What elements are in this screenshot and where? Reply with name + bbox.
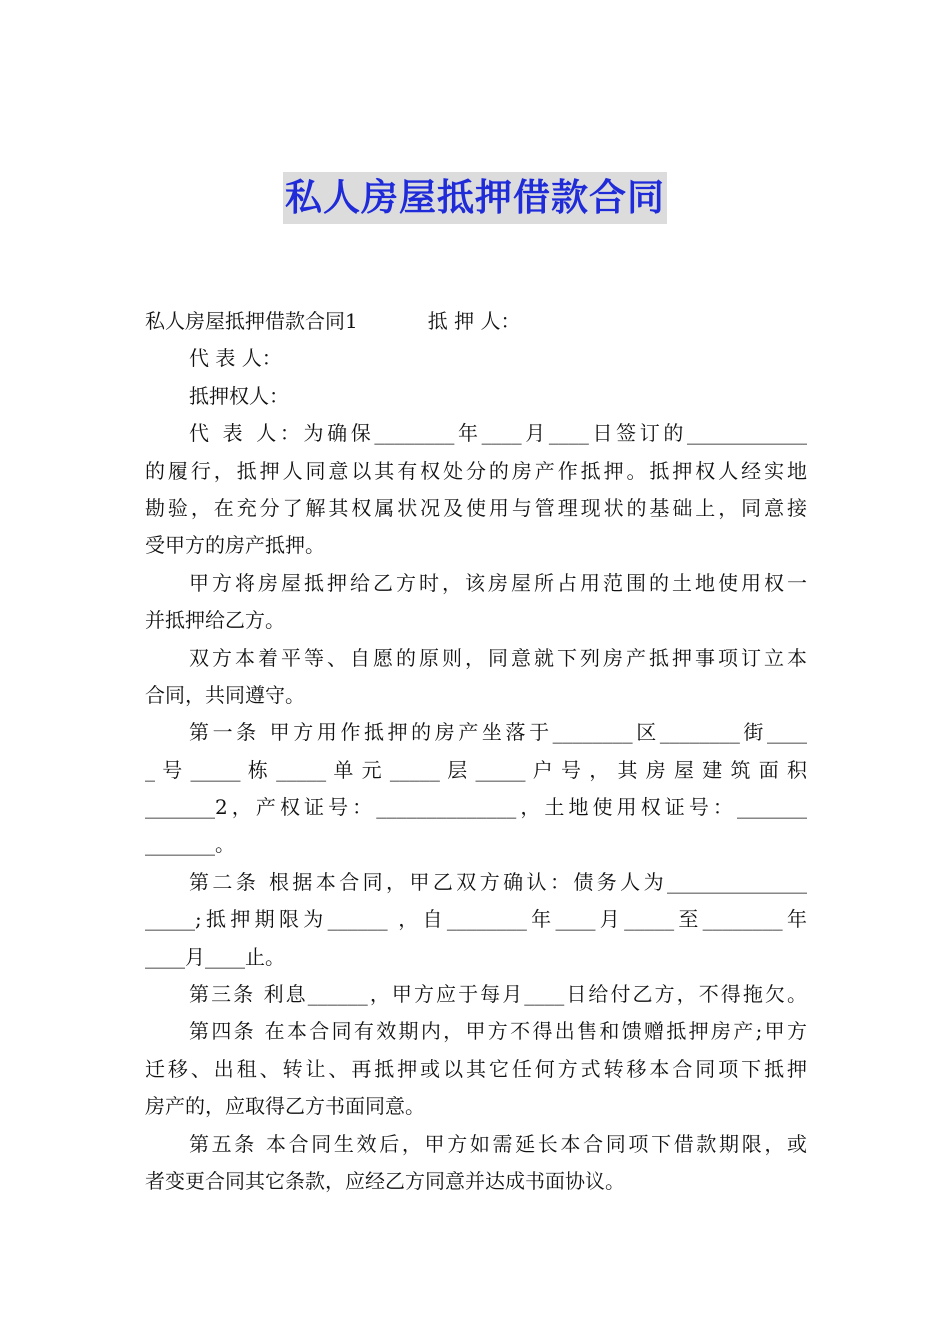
line-text: 迁移、出租、转让、再抵押或以其它任何方式转移本合同项下抵押 — [145, 1056, 807, 1081]
line-text: 抵 押 人： — [427, 309, 521, 333]
line-text: _______2，产权证号：______________，土地使用权证号：_______ — [145, 795, 807, 820]
paragraph-line — [145, 677, 807, 714]
contract-body — [145, 303, 807, 1200]
paragraph-line — [145, 939, 807, 976]
paragraph-line — [145, 1051, 807, 1088]
line-text: 第三条 利息______，甲方应于每月____日给付乙方，不得拖欠。 — [189, 982, 807, 1007]
line-text: _______。 — [145, 832, 235, 857]
line-text: 第五条 本合同生效后，甲方如需延长本合同项下借款期限，或 — [189, 1131, 807, 1156]
line-text: 合同，共同遵守。 — [145, 682, 305, 707]
line-text: 并抵押给乙方。 — [145, 608, 285, 633]
line-text: 第一条 甲方用作抵押的房产坐落于________区________街____ — [189, 720, 807, 745]
paragraph-line — [145, 1126, 807, 1163]
line-text: 受甲方的房产抵押。 — [145, 533, 325, 558]
document-title: 私人房屋抵押借款合同 — [283, 172, 667, 224]
line-text: 私人房屋抵押借款合同1 — [145, 309, 358, 333]
line-text: 第二条 根据本合同，甲乙双方确认：债务人为______________ — [189, 869, 807, 894]
paragraph-line — [145, 1163, 807, 1200]
line-text: 代 表 人： — [189, 346, 282, 371]
paragraph-line — [145, 378, 807, 415]
paragraph-line — [145, 490, 807, 527]
line-text: 第四条 在本合同有效期内，甲方不得出售和馈赠抵押房产;甲方 — [189, 1019, 807, 1044]
line-text: 勘验，在充分了解其权属状况及使用与管理现状的基础上，同意接 — [145, 495, 807, 520]
paragraph-line — [145, 340, 807, 377]
line-text: _ 号 _____ 栋 _____ 单 元 _____ 层 _____ 户 号 ， 其 房 屋 建 筑 面 积 — [145, 757, 807, 782]
line-text: 的履行，抵押人同意以其有权处分的房产作抵押。抵押权人经实地 — [145, 458, 807, 483]
line-text: 房产的，应取得乙方书面同意。 — [145, 1094, 425, 1119]
paragraph-line — [145, 303, 807, 340]
line-text: 代 表 人：为确保________年____月____日签订的____________ — [189, 421, 807, 446]
paragraph-line — [145, 714, 807, 751]
line-text: ____月____止。 — [145, 944, 285, 969]
line-text: 双方本着平等、自愿的原则，同意就下列房产抵押事项订立本 — [189, 645, 807, 670]
paragraph-line — [145, 1088, 807, 1125]
paragraph-line — [145, 527, 807, 564]
line-text: 甲方将房屋抵押给乙方时，该房屋所占用范围的土地使用权一 — [189, 570, 807, 595]
paragraph-line — [145, 826, 807, 863]
line-text: 抵押权人： — [189, 383, 289, 408]
paragraph-line — [145, 565, 807, 602]
paragraph-line — [145, 640, 807, 677]
title-container — [0, 172, 950, 224]
paragraph-line — [145, 901, 807, 938]
line-text: _____;抵押期限为______ ，自________年____月_____至________年 — [145, 907, 807, 932]
paragraph-line — [145, 453, 807, 490]
paragraph-line — [145, 976, 807, 1013]
paragraph-line — [145, 1013, 807, 1050]
paragraph-line — [145, 602, 807, 639]
paragraph-line — [145, 415, 807, 452]
paragraph-line — [145, 789, 807, 826]
paragraph-line — [145, 752, 807, 789]
line-text: 者变更合同其它条款，应经乙方同意并达成书面协议。 — [145, 1168, 625, 1193]
paragraph-line — [145, 864, 807, 901]
